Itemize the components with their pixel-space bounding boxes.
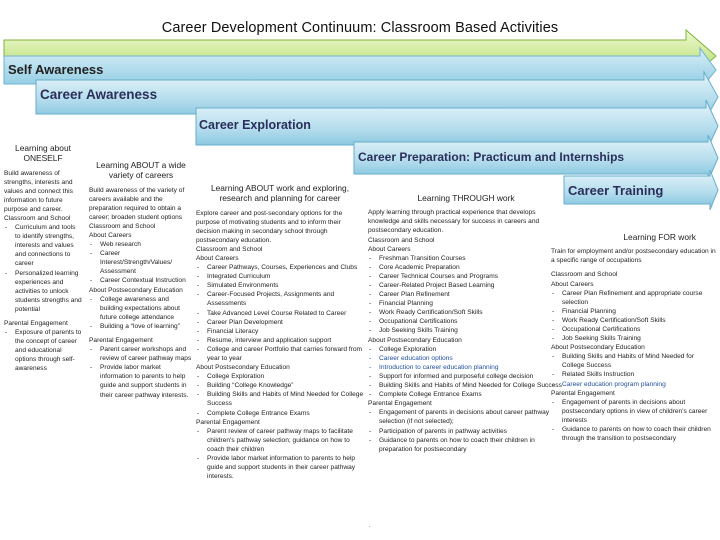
column-training xyxy=(551,232,716,472)
list-item: - Freshman Transition Courses xyxy=(368,254,564,263)
column-heading: Learning THROUGH work xyxy=(417,193,515,203)
section-title: Parental Engagement xyxy=(368,400,432,408)
list-item: - Parent career workshops and review of career pathway maps xyxy=(89,345,193,363)
education-list xyxy=(196,372,364,417)
list-item: - Career Plan Development xyxy=(196,318,364,327)
list-item: - Career-Related Project Based Learning xyxy=(368,281,564,290)
list-item: - Curriculum and tools to identify strengths, interests and values and connections to career xyxy=(4,223,82,268)
section-title: About Postsecondary Education xyxy=(368,336,462,344)
list-item: - Take Advanced Level Course Related to Career xyxy=(196,309,364,318)
education-list xyxy=(368,345,564,400)
list-item: - Parent review of career pathway maps to facilitate children's pathway selection; guidance on how to coach their children xyxy=(196,427,364,454)
list-item: - Complete College Entrance Exams xyxy=(196,409,364,418)
careers-list xyxy=(196,263,364,363)
stage-self-awareness: Self Awareness xyxy=(8,62,104,77)
column-self xyxy=(4,143,82,473)
section-title: About Postsecondary Education xyxy=(89,286,183,294)
parental-list xyxy=(368,408,564,453)
stage-career-exploration: Career Exploration xyxy=(199,118,311,132)
list-item: - Financial Literacy xyxy=(196,327,364,336)
list-item: - Introduction to career education planning xyxy=(368,363,564,372)
section-title: Classroom and School xyxy=(368,236,435,244)
list-item: - Building Skills and Habits of Mind Needed for College Success xyxy=(551,352,716,370)
column-preparation xyxy=(368,193,564,513)
parental-list xyxy=(89,345,193,400)
column-heading: Learning about ONESELF xyxy=(15,143,71,164)
list-item: - Career Plan Refinement and appropriate course selection xyxy=(551,289,716,307)
list-item: - College Exploration xyxy=(196,372,364,381)
list-item: - Work Ready Certification/Soft Skills xyxy=(551,316,716,325)
list-item: - College and career Portfolio that carries forward from year to year xyxy=(196,345,364,363)
column-intro: Build awareness of the variety of careers available and the preparation required to obtain a career; broaden student options xyxy=(89,186,185,221)
parental-list xyxy=(196,427,364,482)
list-item: - Personalized learning experiences and activities to unlock students strengths and potential xyxy=(4,269,82,314)
careers-list xyxy=(551,289,716,344)
list-item: - Building a “love of learning” xyxy=(89,322,193,331)
list-item: - Resume, interview and application support xyxy=(196,336,364,345)
list-item: - Job Seeking Skills Training xyxy=(368,326,564,335)
section-title: About Postsecondary Education xyxy=(196,364,290,372)
list-item: - College awareness and building expectations about future college attendance xyxy=(89,295,193,322)
column-awareness xyxy=(89,160,193,510)
careers-list xyxy=(89,240,193,285)
list-item: - Exposure of parents to the concept of career and educational options through self-awareness xyxy=(4,328,82,373)
list-item: - Occupational Certifications xyxy=(551,325,716,334)
list-item: - Building Skills and Habits of Mind Needed for College Success xyxy=(368,381,564,390)
education-list xyxy=(89,295,193,331)
parental-list xyxy=(4,328,82,373)
list-item: - Job Seeking Skills Training xyxy=(551,334,716,343)
list-item: - Financial Planning xyxy=(368,299,564,308)
stage-career-training: Career Training xyxy=(568,183,664,198)
column-heading: Learning ABOUT a wide variety of careers xyxy=(96,160,186,181)
list-item: - Support for informed and purposeful college decision xyxy=(368,372,564,381)
section-title: About Careers xyxy=(368,245,411,253)
section-title: Classroom and School xyxy=(551,271,618,279)
list-item: - Core Academic Preparation xyxy=(368,263,564,272)
list-item: - Career Contextual Instruction xyxy=(89,276,193,285)
page-title: Career Development Continuum: Classroom Based Activities xyxy=(161,20,559,36)
list-item: - Career Interest/Strength/Values/ Assessment xyxy=(89,249,193,276)
list-item: - Career Technical Courses and Programs xyxy=(368,272,564,281)
list-item: - Occupational Certifications xyxy=(368,317,564,326)
list-item: - Financial Planning xyxy=(551,307,716,316)
classroom-list xyxy=(4,223,82,314)
careers-list xyxy=(368,254,564,336)
stray-mark: . xyxy=(369,523,371,529)
list-item: - Career education program planning xyxy=(551,380,716,389)
list-item: - Work Ready Certification/Soft Skills xyxy=(368,308,564,317)
list-item: - Participation of parents in pathway activities xyxy=(368,427,564,436)
list-item: - Web research xyxy=(89,240,193,249)
column-exploration xyxy=(196,183,364,518)
stage-career-preparation: Career Preparation: Practicum and Internships xyxy=(358,150,625,164)
section-title: Classroom and School xyxy=(89,222,156,230)
list-item: - Integrated Curriculum xyxy=(196,272,364,281)
section-title: About Postsecondary Education xyxy=(551,344,645,352)
list-item: - Career-Focused Projects, Assignments and Assessments xyxy=(196,290,364,308)
list-item: - Building “College Knowledge” xyxy=(196,381,364,390)
list-item: - College Exploration xyxy=(368,345,564,354)
parental-list xyxy=(551,398,716,443)
list-item: - Complete College Entrance Exams xyxy=(368,390,564,399)
column-intro: Explore career and post-secondary options for the purpose of motivating students and to inform their decision making in secondary school through postsecondary education. xyxy=(196,209,343,244)
section-title: About Careers xyxy=(89,231,132,239)
list-item: - Career Pathways, Courses, Experiences and Clubs xyxy=(196,263,364,272)
column-intro: Train for employment and/or postsecondary education in a specific range of occupations xyxy=(551,248,716,265)
section-title: About Careers xyxy=(196,254,239,262)
section-title: About Careers xyxy=(551,280,594,288)
list-item: - Career Plan Refinement xyxy=(368,290,564,299)
list-item: - Provide labor market information to parents to help guide and support students in their career pathway interests. xyxy=(89,363,193,399)
education-list xyxy=(551,352,716,388)
list-item: - Guidance to parents on how to coach their children in preparation for postsecondary xyxy=(368,436,564,454)
section-title: Classroom and School xyxy=(4,214,71,222)
column-intro: Apply learning through practical experience that develops knowledge and skills necessary for success in careers and postsecondary education. xyxy=(368,209,540,235)
section-title: Classroom and School xyxy=(196,245,263,253)
section-title: Parental Engagement xyxy=(4,320,68,327)
stage-career-awareness: Career Awareness xyxy=(40,87,158,102)
section-title: Parental Engagement xyxy=(196,418,260,426)
column-heading: Learning ABOUT work and exploring, research and planning for career xyxy=(210,183,350,204)
list-item: - Related Skills Instruction xyxy=(551,370,716,379)
column-intro: Build awareness of strengths, interests and values and connect this information to future purpose and career. xyxy=(4,169,73,213)
section-title: Parental Engagement xyxy=(89,337,153,344)
list-item: - Building Skills and Habits of Mind Needed for College Success xyxy=(196,390,364,408)
list-item: - Career education options xyxy=(368,354,564,363)
list-item: - Engagement of parents in decisions about postsecondary options in view of children's career interests xyxy=(551,398,716,425)
list-item: - Guidance to parents on how to coach their children through the transition to postsecondary xyxy=(551,425,716,443)
list-item: - Provide labor market information to parents to help guide and support students in their career pathway interests. xyxy=(196,454,364,481)
list-item: - Engagement of parents in decisions about career pathway selection (if not selected); xyxy=(368,408,564,426)
section-title: Parental Engagement xyxy=(551,389,615,397)
list-item: - Simulated Environments xyxy=(196,281,364,290)
column-heading: Learning FOR work xyxy=(623,232,696,242)
